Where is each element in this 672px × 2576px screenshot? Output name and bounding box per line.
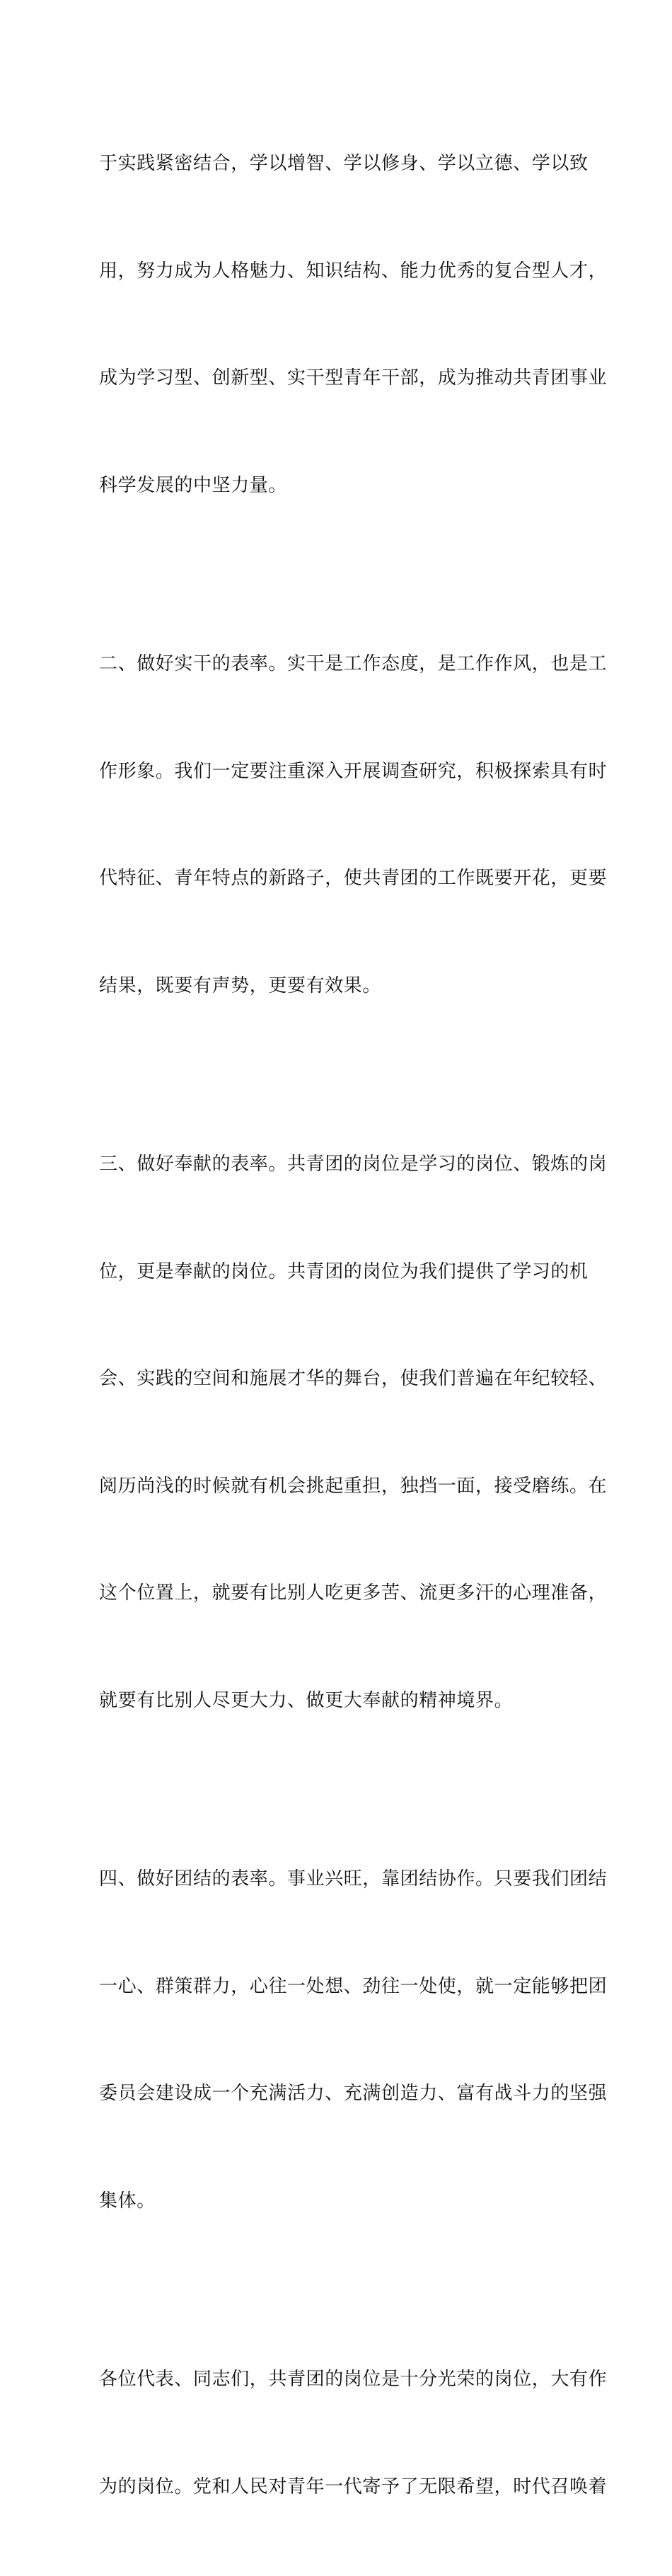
text-line: 结果，既要有声势，更要有效果。 <box>99 974 382 996</box>
text-line: 二、做好实干的表率。实干是工作态度，是工作作风，也是工 <box>99 653 608 674</box>
text-line: 于实践紧密结合，学以增智、学以修身、学以立德、学以致 <box>99 153 589 174</box>
text-line: 一心、群策群力，心往一处想、劲往一处使，就一定能够把团 <box>99 1975 608 1997</box>
paragraph-point-two <box>99 575 608 1075</box>
text-line: 为的岗位。党和人民对青年一代寄予了无限希望，时代召唤着 <box>99 2476 608 2497</box>
text-line: 阅历尚浅的时候就有机会挑起重担，独挡一面，接受磨练。在 <box>99 1475 608 1497</box>
text-line: 四、做好团结的表率。事业兴旺，靠团结协作。只要我们团结 <box>99 1868 608 1890</box>
paragraph-closing <box>99 2290 608 2576</box>
text-line: 就要有比别人尽更大力、做更大奉献的精神境界。 <box>99 1689 514 1711</box>
text-line: 用，努力成为人格魅力、知识结构、能力优秀的复合型人才， <box>99 260 608 282</box>
text-line: 三、做好奉献的表率。共青团的岗位是学习的岗位、锻炼的岗 <box>99 1154 608 1175</box>
document-body <box>99 74 608 2576</box>
text-line: 各位代表、同志们，共青团的岗位是十分光荣的岗位，大有作 <box>99 2369 608 2390</box>
text-line: 成为学习型、创新型、实干型青年干部，成为推动共青团事业 <box>99 367 608 389</box>
text-line: 作形象。我们一定要注重深入开展调查研究，积极探索具有时 <box>99 760 608 782</box>
text-line: 位，更是奉献的岗位。共青团的岗位为我们提供了学习的机 <box>99 1260 589 1282</box>
text-line: 委员会建设成一个充满活力、充满创造力、富有战斗力的坚强 <box>99 2083 608 2104</box>
paragraph-point-three <box>99 1075 608 1790</box>
text-line: 集体。 <box>99 2190 156 2212</box>
paragraph-point-four <box>99 1790 608 2290</box>
text-line: 科学发展的中坚力量。 <box>99 474 288 496</box>
text-line: 代特征、青年特点的新路子，使共青团的工作既要开花，更要 <box>99 868 608 889</box>
text-line: 会、实践的空间和施展才华的舞台，使我们普遍在年纪较轻、 <box>99 1368 608 1389</box>
text-line: 这个位置上，就要有比别人吃更多苦、流更多汗的心理准备， <box>99 1582 608 1604</box>
paragraph-continuation <box>99 74 608 575</box>
